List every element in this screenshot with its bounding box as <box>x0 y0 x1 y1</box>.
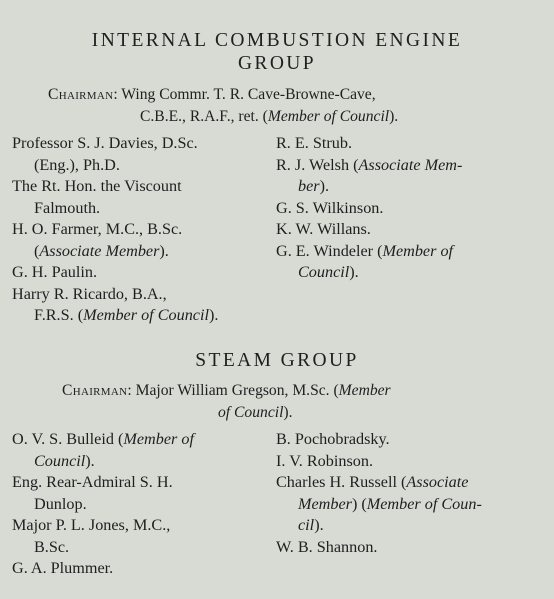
member-entry: R. E. Strub. <box>276 134 352 152</box>
member-entry: G. A. Plummer. <box>12 559 114 577</box>
member-entry: G. E. Windeler (Member of Council). <box>276 241 454 281</box>
member-entry: Charles H. Russell (Associate Member) (Member of Coun- cil). <box>276 473 482 534</box>
member-entry: Eng. Rear-Admiral S. H. Dunlop. <box>12 473 173 513</box>
member-entry: Harry R. Ricardo, B.A., F.R.S. (Member of Council). <box>12 284 219 324</box>
member-entry: Major P. L. Jones, M.C., B.Sc. <box>12 516 171 556</box>
member-entry: Professor S. J. Davies, D.Sc. (Eng.), Ph.D. <box>12 134 198 174</box>
ic-members-right <box>276 133 546 284</box>
member-entry: I. V. Robinson. <box>276 451 373 470</box>
steam-chairman: Chairman: Major William Gregson, M.Sc. (Member of Council). <box>62 382 391 421</box>
ic-members-left <box>12 133 270 327</box>
chairman-label: Chairman <box>62 382 128 399</box>
chairman-label: Chairman <box>48 86 114 103</box>
steam-members-left <box>12 429 270 580</box>
ic-group-title-line2: GROUP <box>237 53 317 74</box>
ic-group-title-line1: INTERNAL COMBUSTION ENGINE <box>91 30 463 51</box>
member-entry: B. Pochobradsky. <box>276 430 390 448</box>
steam-members-right <box>276 429 546 558</box>
member-entry: K. W. Willans. <box>276 220 371 238</box>
member-entry: The Rt. Hon. the Viscount Falmouth. <box>12 177 182 217</box>
member-entry: R. J. Welsh (Associate Mem- ber). <box>276 155 463 195</box>
ic-chairman: Chairman: Wing Commr. T. R. Cave-Browne-Cave, C.B.E., R.A.F., ret. (Member of Council). <box>48 86 399 125</box>
member-entry: G. H. Paulin. <box>12 263 97 281</box>
member-entry: W. B. Shannon. <box>276 537 378 556</box>
member-entry: G. S. Wilkinson. <box>276 198 384 217</box>
member-entry: O. V. S. Bulleid (Member of Council). <box>12 430 194 470</box>
member-entry: H. O. Farmer, M.C., B.Sc. (Associate Member). <box>12 220 183 260</box>
steam-group-title: STEAM GROUP <box>195 350 359 371</box>
